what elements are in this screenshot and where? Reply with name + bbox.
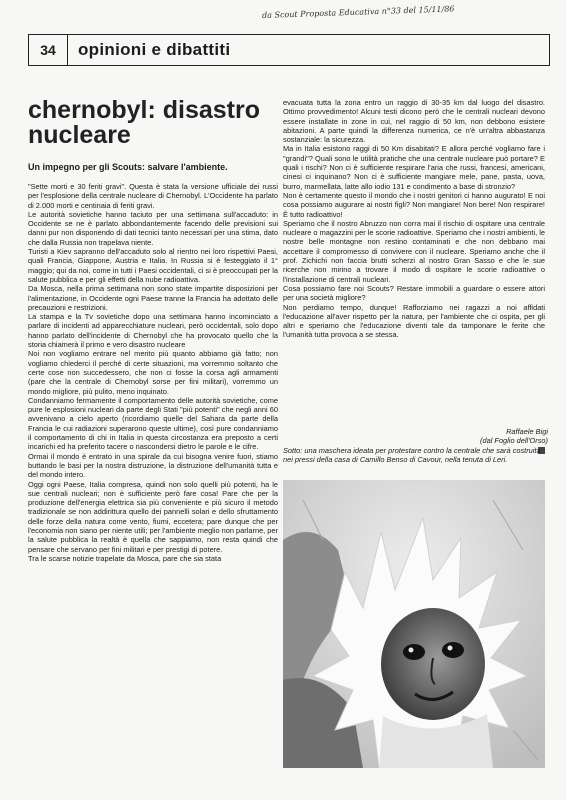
author-name: Raffaele Bigi [506,427,548,436]
article-column-right [283,98,545,428]
paragraph: Le autorità sovietiche hanno taciuto per una settimana sull'accaduto: in Occidente se ne è parlato abbondantemente facendo delle previsioni sui danni pur non disponendo di dati tecnici tanto necessari per una stima, dato che dalla Russia non trapelava niente. [28,209,278,247]
paragraph: Condanniamo fermamente il comportamento delle autorità sovietiche, come pure le esplosioni nucleari da parte degli Stati "più potenti" che negli anni 60 avvenivano a cielo aperto (ricordiamo quelle del Sahara da parte della Francia le cui radiazioni superarono queste ultime), così pure condanniamo il comportamento di chi in Italia in questa circostanza era preposto a certi incarichi ed ha preferito tacere o nascondersi dietro le parole e le cifre. [28,395,278,452]
paragraph: Non è certamente questo il mondo che i nostri genitori ci hanno augurato! E noi cosa possiamo augurare ai nostri figli? Non mangiare! Non bere! Non respirare! È tutto radioattivo! [283,190,545,219]
paragraph: "Sette morti e 30 feriti gravi". Questa è stata la versione ufficiale dei russi per l'esplosione della centrale nucleare di Chernobyl. L'Occidente ha parlato di 2.000 morti e centinaia di feriti gravi. [28,182,278,210]
paragraph: Non perdiamo tempo, dunque! Rafforziamo nei ragazzi a noi affidati l'educazione all'aver rispetto per la natura, per l'ambiente che ci ospita, per gli altri e speriamo che l'educazione diventi tale da tamponare le ferite che l'umanità tutta provoca a se stessa. [283,302,545,340]
section-title: opinioni e dibattiti [78,40,231,59]
paragraph: Tra le scarse notizie trapelate da Mosca, pare che sia stata [28,553,222,563]
photo-caption: Sotto: una maschera ideata per protestare contro la centrale che sarà costruita nei pressi della casa di Camillo Benso di Cavour, nella tenuta di Leri. [283,446,541,465]
author-signature [420,427,548,446]
page-number: 34 [29,35,68,65]
paragraph: Speriamo che il nostro Abruzzo non corra mai il rischio di ospitare una centrale nucleare o magazzini per le scorie radioattive. Speriamo che i nostri ambienti, le nostre belle montagne non restino contaminati e che non debbano mai accettare il compromesso di convivere con il nucleare. Speriamo anche che il prof. Zichichi non faccia brutti scherzi al nostro Gran Sasso e che le sue ricerche non mirino a trovare il modo di ospitare le scorie radioattive o l'installazione di centrali nucleari. [283,218,545,284]
paragraph: Da Mosca, nella prima settimana non sono state impartite disposizioni per l'alimentazione, in Occidente ogni Paese tranne la Francia ha adottato delle precauzioni e restrizioni. [28,284,278,312]
masked-protester-photo [283,480,545,768]
paragraph: Ormai il mondo è entrato in una spirale da cui bisogna venire fuori, stiamo buttando le basi per la nostra distruzione, la distruzione dell'umanità tutta e del mondo intero. [28,451,278,480]
article-title [28,98,278,148]
handwritten-note: da Scout Proposta Educativa n°33 del 15/11/86 [261,4,455,21]
paragraph: Ma in Italia esistono raggi di 50 Km disabitati? E allora perché vogliamo fare i "grandi"? Quali sono le utilità pratiche che una centrale nucleare può portare? E quali i rischi? Non ci è sufficiente respirare l'aria che russi, francesi, americani, cinesi ci inquinano? Non ci è sufficiente mangiare mele, pane, pasta, uova, burro, marmellata, latte allo iodio 131 e condimento a base di stronzio? [283,144,545,191]
paragraph: Oggi ogni Paese, Italia compresa, quindi non solo quelli più potenti, ha le sue centrali nucleari; non è sufficiente però fare cosa! Pare che per la produzione dell'energia elettrica sia più conveniente e più sicuro il metodo tradizionale se non addirittura quello dei pannelli solari e dello sfruttamento delle forze della natura come vento, fiumi, eccetera; pare dunque che per l'economia non siano per niente utili; per l'ambiente meglio non parlarne, per la salute pubblica la realtà è quella che sappiamo, non resta quindi che pensare che servano per fini militari e per prestigi di potere. [28,479,278,554]
article-title-line-2: nucleare [28,121,131,149]
article-subtitle: Un impegno per gli Scouts: salvare l'ambiente. [28,162,228,172]
paragraph: Cosa possiamo fare noi Scouts? Restare immobili a guardare o essere attori per una società migliore? [283,283,545,303]
section-header [28,34,550,66]
paragraph: La stampa e la Tv sovietiche dopo una settimana hanno incominciato a parlare di incidenti ad apparecchiature nucleari, però occidentali, solo dopo hanno parlato dell'incidente di Chernobyl che ha provocato quello che la storia chiamerà il primo e vero disastro nucleare [28,312,278,350]
paragraph: evacuata tutta la zona entro un raggio di 30-35 km dal luogo del disastro. Ottimo provvedimento! Alcuni testi dicono però che le centrali nucleari devono essere installate in zone in cui, nel raggio di 50 km, non debbono esistere abitazioni. A parte quindi la differenza numerica, ce n'è un'altra abbastanza sostanziale: la sicurezza. [283,98,545,145]
author-source: (dal Foglio dell'Orso) [480,436,548,446]
article-column-left [28,182,278,772]
paragraph: Noi non vogliamo entrare nel merito più quanto abbiamo già fatto; non vogliamo chiederci il perché di certe situazioni, ma vorremmo soltanto che certe cose non succedessero, che non ci fosse la corsa agli armamenti (pare che la centrale di Chernobyl sorse per fini militari), vorremmo un mondo migliore, più pulito, meno inquinato. [28,349,278,396]
article-title-line-1: chernobyl: disastro [28,96,260,124]
photo-illustration [283,480,545,768]
paragraph: Turisti a Kiev sapranno dell'accaduto solo al rientro nei loro rispettivi Paesi, quali Francia, Giappone, Austria e Italia. In Russia si è festeggiato il 1° maggio; qui da noi, come in tutti i Paesi occidentali, ci si è preoccupati per la salute pubblica e per gli effetti della nube radioattiva. [28,247,278,284]
